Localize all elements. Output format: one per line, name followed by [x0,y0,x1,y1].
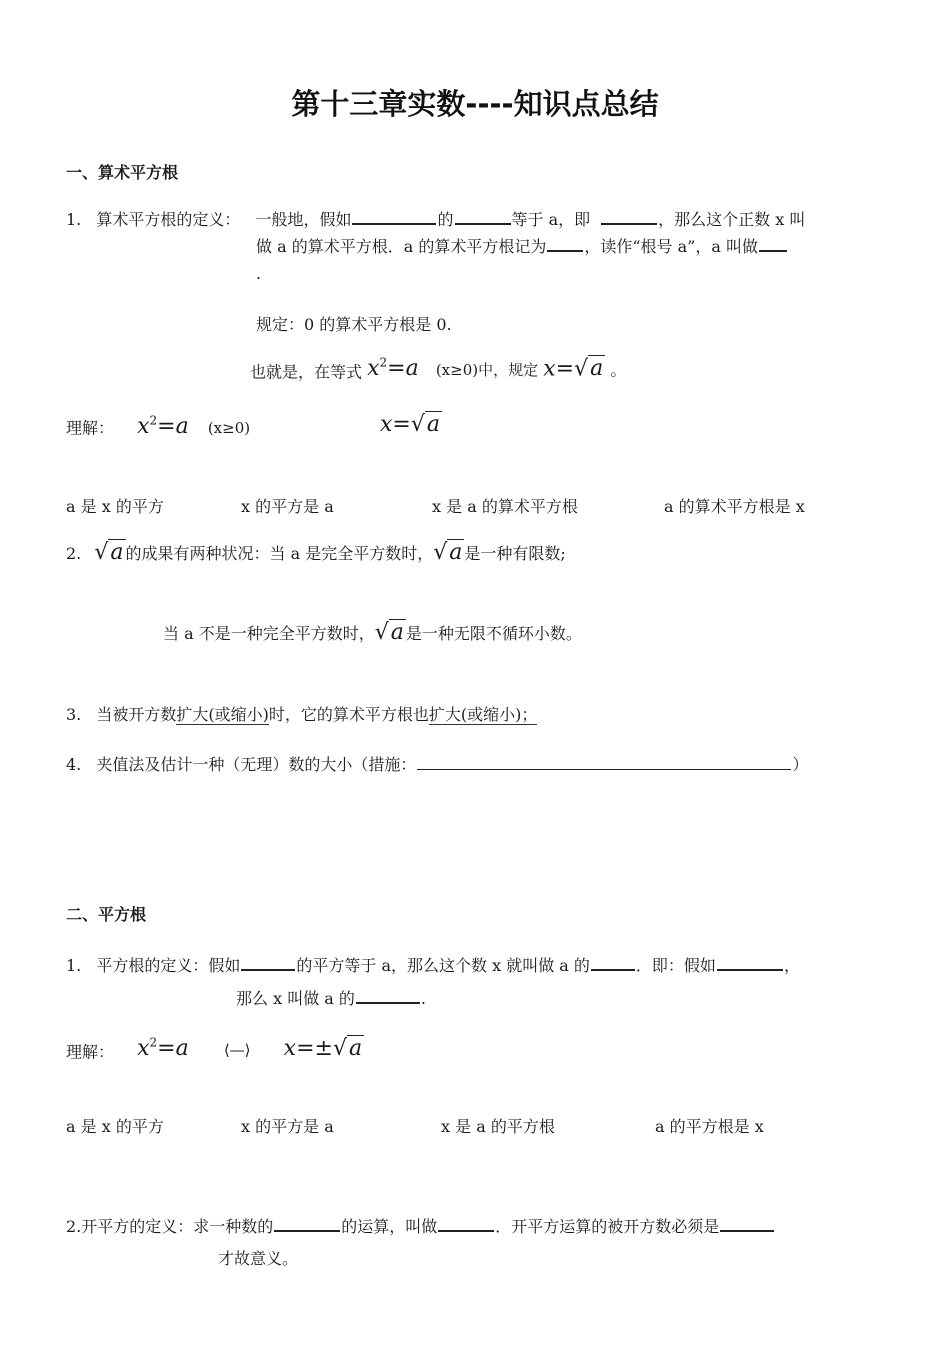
equation-x-equals-sqrt-a [380,412,442,437]
item-text: 的成果有两种状况：当 a 是完全平方数时， [125,544,434,563]
definition-text: 的平方等于 a，那么这个数 x 就叫做 a 的 [296,956,590,975]
var-x: x [283,1036,297,1062]
sq-meaning-3: x 是 a 的平方根 [441,1117,555,1136]
fill-blank[interactable] [591,953,635,971]
meaning-2: x 的平方是 a [241,497,334,516]
var-x: x [543,356,556,382]
understanding-row-2 [66,1036,364,1062]
fill-blank[interactable] [720,1214,774,1232]
underlined-text: 扩大(或缩小)； [428,705,538,724]
var-a: a [449,540,463,565]
definition-text: 平方根的定义：假如 [96,956,241,975]
underlined-text: 扩大(或缩小) [176,705,269,724]
definition-line-1 [66,207,805,230]
item-text: 当被开方数 [96,705,177,724]
also-text: 也就是，在等式 [250,362,363,382]
fill-blank[interactable] [547,234,583,252]
definition-line-2 [256,234,788,257]
fill-blank[interactable] [759,234,787,252]
equation-x-squared-equals-a [137,1036,189,1061]
item-4 [66,752,808,775]
fill-blank[interactable] [717,953,783,971]
definition-text: 等于 a，即 [511,210,591,229]
var-a: a [390,620,404,645]
definition-text: 的 [437,210,454,229]
equals-sign: = [157,1036,176,1062]
sq-definition-line-1 [66,953,800,976]
sq-definition-line-2 [236,986,426,1009]
definition-text: ， [783,956,800,975]
item-text: 是一种有限数; [464,544,566,563]
equals-sign: = [392,412,411,437]
radical-sign: √ [433,540,448,565]
also-line [250,356,626,382]
section-heading-arithmetic-root: 一、算术平方根 [66,163,179,182]
item-3 [66,702,537,725]
radical-sign: √ [94,540,109,565]
page-title: 第十三章实数----知识点总结 [291,87,659,121]
var-a: a [590,356,604,382]
item-text: 2.开平方的定义：求一种数的 [66,1217,274,1236]
equation-x-equals-pm-sqrt-a [284,1036,364,1061]
radical-sign: √ [332,1036,347,1062]
equals-sign: = [296,1036,315,1062]
fill-blank[interactable] [601,207,657,225]
equation-x-squared-equals-a [137,414,189,439]
fill-blank[interactable] [455,207,511,225]
understand-label: 理解： [66,418,115,438]
condition-text: (x≥0) [207,419,251,438]
meaning-4: a 的算术平方根是 x [664,497,805,516]
sq-meaning-1: a 是 x 的平方 [66,1117,164,1136]
condition-text: (x≥0)中，规定 [435,361,539,380]
meaning-3: x 是 a 的算术平方根 [432,497,578,516]
exponent: 2 [149,414,158,428]
fill-blank[interactable] [241,953,295,971]
var-a: a [110,540,124,565]
definition-label: 算术平方根的定义： [96,210,241,229]
sq-meaning-2: x 的平方是 a [241,1117,334,1136]
item-number: 2. [66,544,82,563]
exponent: 2 [149,1036,158,1050]
sq-meaning-4: a 的平方根是 x [655,1117,764,1136]
item-2-line-1 [66,540,566,565]
item-text: 时，它的算术平方根也 [268,705,429,724]
definition-text: . [420,989,427,1008]
item-text: 夹值法及估计一种（无理）数的大小（措施： [96,755,417,774]
item-number: 3. [66,705,82,724]
var-x: x [137,1036,150,1062]
exponent: 2 [379,356,388,370]
definition-text: ，那么这个正数 x 叫 [658,210,806,229]
var-a: a [175,414,189,440]
fill-blank[interactable] [356,986,420,1004]
var-a: a [175,1036,189,1062]
plus-minus-sign: ± [314,1036,333,1062]
var-a: a [348,1036,363,1062]
section-heading-square-root: 二、平方根 [66,905,147,924]
sq-item-2-line-1 [66,1214,775,1237]
definition-text: 做 a 的算术平方根．a 的算术平方根记为 [256,237,547,256]
item-text: 当 a 不是一种完全平方数时， [163,624,375,643]
definition-text: ．即：假如 [635,956,716,975]
item-text: ．开平方运算的被开方数必须是 [495,1217,720,1236]
var-a: a [426,412,441,437]
definition-text: ，读作“根号 a”，a 叫做 [584,237,758,256]
sqrt-a [433,539,464,565]
sqrt-a [375,619,406,645]
definition-dot: . [256,264,262,283]
fill-blank[interactable] [438,1214,494,1232]
rule-text: 规定：0 的算术平方根是 0. [256,315,452,334]
equals-sign: = [555,356,575,382]
item-number: 1. [66,956,82,975]
item-2-line-2 [163,620,582,645]
item-number: 4. [66,755,82,774]
fill-blank[interactable] [274,1214,340,1232]
item-text: ） [792,755,809,774]
equation-x-equals-sqrt-a [543,355,605,381]
equivalence-arrow: ⟨—⟩ [223,1041,251,1060]
item-text: 的运算，叫做 [341,1217,438,1236]
radical-sign: √ [374,620,389,645]
definition-text: 一般地，假如 [255,210,352,229]
item-number: 1. [66,210,82,229]
var-x: x [137,414,150,440]
var-a: a [405,356,419,382]
sqrt-a [94,540,125,565]
sq-item-2-line-2: 才故意义。 [218,1249,299,1268]
item-text: 是一种无限不循环小数。 [405,624,582,643]
fill-blank-method[interactable] [417,753,791,770]
meaning-1: a 是 x 的平方 [66,497,164,516]
var-x: x [380,412,393,437]
equation-x-squared-equals-a [367,356,419,381]
equals-sign: = [387,356,406,382]
also-end: 。 [610,360,627,380]
radical-sign: √ [410,412,425,437]
var-x: x [367,356,380,382]
understand-label: 理解： [66,1042,115,1062]
equals-sign: = [157,414,176,440]
definition-text: 那么 x 叫做 a 的 [236,989,355,1008]
radical-sign: √ [574,356,589,382]
fill-blank[interactable] [352,207,436,225]
understanding-row-1 [66,414,250,439]
